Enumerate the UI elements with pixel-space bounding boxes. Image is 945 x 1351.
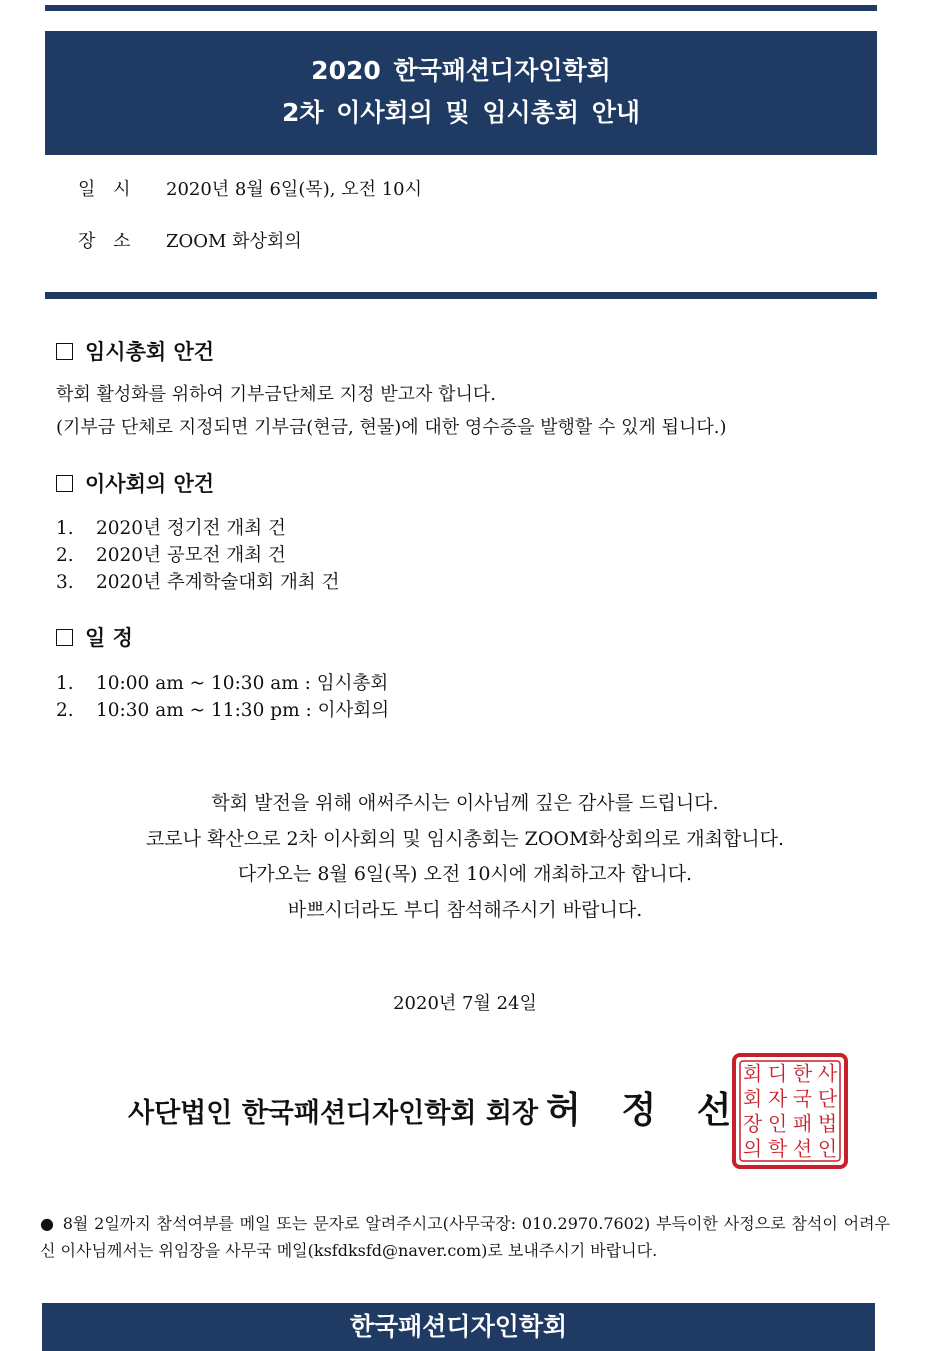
- seal-character: 국: [792, 1086, 813, 1111]
- title-banner: [45, 31, 877, 155]
- message-line-3: 다가오는 8월 6일(목) 오전 10시에 개최하고자 합니다.: [237, 863, 693, 885]
- list-number: 3.: [56, 572, 74, 593]
- list-text: 2020년 공모전 개최 건: [96, 545, 286, 566]
- list-item: [56, 670, 389, 697]
- seal-character: 한: [792, 1061, 813, 1086]
- seal-character: 사: [817, 1061, 838, 1086]
- signature-line: [128, 1090, 745, 1134]
- footer-org-name: 한국패션디자인학회: [349, 1312, 568, 1341]
- signer-title: 사단법인 한국패션디자인학회 회장: [128, 1098, 539, 1129]
- general-meeting-heading: 임시총회 안건: [85, 340, 215, 364]
- title-line-2: 2차 이사회의 및 임시총회 안내: [281, 98, 640, 127]
- list-text: 10:00 am ~ 10:30 am : 임시총회: [96, 673, 389, 694]
- seal-character: 인: [767, 1111, 788, 1136]
- info-place-row: [78, 230, 302, 254]
- place-value: ZOOM 화상회의: [166, 231, 302, 252]
- list-item: [56, 697, 389, 724]
- checkbox-square-icon: [56, 343, 73, 360]
- seal-character: 학: [767, 1136, 788, 1161]
- general-meeting-text-2: (기부금 단체로 지정되면 기부금(현금, 현물)에 대한 영수증을 발행할 수 있게 됩니다.): [56, 417, 727, 438]
- bullet-icon: ●: [40, 1214, 55, 1233]
- place-label: 장 소: [78, 231, 137, 252]
- section-heading-schedule: [56, 624, 133, 652]
- general-meeting-text-1: 학회 활성화를 위하여 기부금단체로 지정 받고자 합니다.: [56, 384, 496, 405]
- seal-character: 회: [742, 1086, 763, 1111]
- list-number: 1.: [56, 673, 74, 694]
- notice-text: 8월 2일까지 참석여부를 메일 또는 문자로 알려주시고(사무국장: 010.2970.7602) 부득이한 사정으로 참석이 어려우신 이사님께서는 위임장을 사무국 메일(ksfdksfd@naver.com)로 보내주시기 바랍니다.: [40, 1214, 890, 1260]
- notice-paragraph: [40, 1210, 890, 1264]
- seal-character: 의: [742, 1136, 763, 1161]
- board-meeting-heading: 이사회의 안건: [85, 472, 215, 496]
- seal-character: 패: [792, 1111, 813, 1136]
- date-label: 일 시: [78, 179, 137, 200]
- seal-character: 단: [817, 1086, 838, 1111]
- section-heading-general-meeting: [56, 338, 214, 366]
- schedule-heading: 일 정: [85, 626, 133, 650]
- seal-character: 법: [817, 1111, 838, 1136]
- title-line-1: 2020 한국패션디자인학회: [311, 56, 611, 85]
- list-text: 2020년 정기전 개최 건: [96, 518, 286, 539]
- signer-name: 허 정 선: [546, 1089, 746, 1131]
- seal-character: 자: [767, 1086, 788, 1111]
- checkbox-square-icon: [56, 629, 73, 646]
- message-line-4: 바쁘시더라도 부디 참석해주시기 바랍니다.: [287, 898, 643, 921]
- seal-character: 장: [742, 1111, 763, 1136]
- list-number: 2.: [56, 545, 74, 566]
- seal-character: 디: [767, 1061, 788, 1086]
- section-heading-board-meeting: [56, 470, 214, 498]
- document-date: 2020년 7월 24일: [393, 993, 537, 1014]
- schedule-list: [56, 670, 389, 724]
- board-agenda-list: [56, 515, 339, 596]
- list-item: [56, 569, 339, 596]
- info-date-row: [78, 178, 422, 202]
- list-item: [56, 542, 339, 569]
- list-item: [56, 515, 339, 542]
- footer-banner: [42, 1303, 875, 1351]
- official-seal-icon: [730, 1051, 850, 1171]
- message-line-1: 학회 발전을 위해 애써주시는 이사님께 깊은 감사를 드립니다.: [211, 792, 719, 814]
- list-number: 1.: [56, 518, 74, 539]
- closing-message: [0, 786, 930, 928]
- message-line-2: 코로나 확산으로 2차 이사회의 및 임시총회는 ZOOM화상회의로 개최합니다.: [145, 827, 785, 850]
- middle-rule: [45, 292, 877, 299]
- seal-character: 션: [792, 1136, 813, 1161]
- seal-character: 회: [742, 1061, 763, 1086]
- list-number: 2.: [56, 700, 74, 721]
- list-text: 2020년 추계학술대회 개최 건: [96, 572, 340, 593]
- seal-character: 인: [817, 1136, 838, 1161]
- checkbox-square-icon: [56, 475, 73, 492]
- date-value: 2020년 8월 6일(목), 오전 10시: [166, 179, 422, 200]
- top-rule: [45, 5, 877, 11]
- list-text: 10:30 am ~ 11:30 pm : 이사회의: [96, 700, 390, 721]
